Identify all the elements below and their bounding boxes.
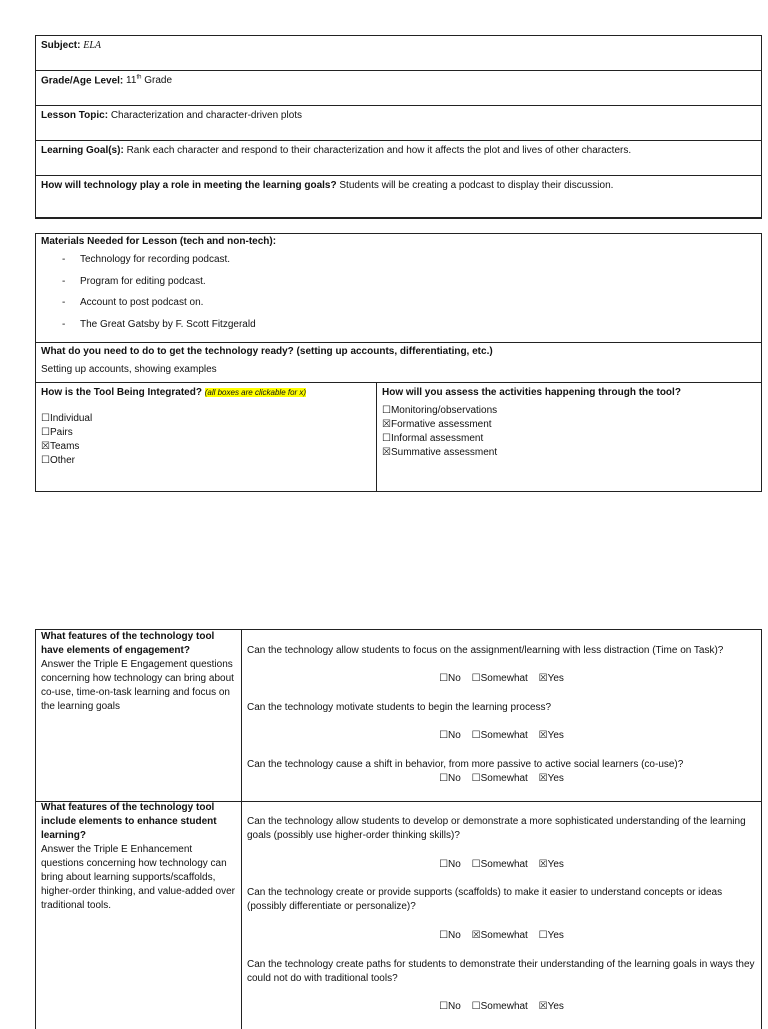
checkbox-checked-icon[interactable]: ☒ <box>41 441 50 452</box>
assessment-cell <box>377 383 761 491</box>
enhancement-question-2: Can the technology create or provide supports (scaffolds) to make it easier to understand concepts or ideas (possibly differentiate or personalize)? <box>247 887 723 912</box>
answer-somewhat[interactable]: ☐Somewhat <box>471 859 528 870</box>
tech-role-row <box>36 176 761 218</box>
checkbox-icon[interactable]: ☐ <box>41 427 50 438</box>
integration-option-teams[interactable]: ☒Teams <box>41 441 80 452</box>
answer-yes[interactable]: ☒Yes <box>538 730 564 741</box>
answer-no[interactable]: ☐No <box>439 1001 461 1012</box>
engagement-questions-cell <box>242 630 761 801</box>
grade-row <box>36 71 761 106</box>
tech-ready-value[interactable]: Setting up accounts, showing examples <box>41 364 217 375</box>
assessment-label: How will you assess the activities happening through the tool? <box>382 387 681 398</box>
integration-note: (all boxes are clickable for x) <box>204 388 307 397</box>
list-item: - The Great Gatsby by F. Scott Fitzgerald <box>62 318 256 330</box>
answer-somewhat[interactable]: ☐Somewhat <box>471 730 528 741</box>
assessment-option-monitoring[interactable]: ☐Monitoring/observations <box>382 405 498 416</box>
engagement-question-2: Can the technology motivate students to begin the learning process? <box>247 702 552 713</box>
enhancement-prompt-cell <box>36 801 242 1029</box>
tech-ready-label: What do you need to do to get the technology ready? (setting up accounts, differentiating, etc.) <box>41 346 493 357</box>
engagement-section <box>36 630 761 802</box>
answer-somewhat[interactable]: ☐Somewhat <box>471 773 528 784</box>
assessment-option-informal[interactable]: ☐Informal assessment <box>382 433 484 444</box>
answer-no[interactable]: ☐No <box>439 859 461 870</box>
answer-somewhat[interactable]: ☒Somewhat <box>471 930 528 941</box>
goals-value[interactable]: Rank each character and respond to their characterization and how it affects the plot and lives of other characters. <box>126 145 632 156</box>
engagement-question-3: Can the technology cause a shift in behavior, from more passive to active social learners (co-use)? <box>247 759 684 770</box>
enhancement-question-3: Can the technology create paths for students to demonstrate their understanding of the learning goals in ways they could not do with traditional tools? <box>247 959 755 984</box>
assessment-option-formative[interactable]: ☒Formative assessment <box>382 419 492 430</box>
subject-label: Subject: <box>41 40 81 51</box>
lesson-info-table <box>35 35 762 219</box>
grade-label: Grade/Age Level: <box>41 75 124 87</box>
goals-row <box>36 141 761 176</box>
engagement-desc: Answer the Triple E Engagement questions concerning how technology can bring about co-use, time-on-task learning and focus on the learning goals <box>41 659 234 712</box>
answer-yes[interactable]: ☒Yes <box>538 673 564 684</box>
goals-label: Learning Goal(s): <box>41 145 124 156</box>
engagement-answer-3 <box>242 772 761 786</box>
topic-value[interactable]: Characterization and character-driven plots <box>110 110 303 121</box>
answer-no[interactable]: ☐No <box>439 930 461 941</box>
tech-ready-row <box>36 343 761 383</box>
answer-yes[interactable]: ☒Yes <box>538 859 564 870</box>
engagement-prompt-cell <box>36 630 242 801</box>
integration-option-individual[interactable]: ☐Individual <box>41 413 93 424</box>
materials-list <box>41 249 756 335</box>
enhancement-title: What features of the technology tool include elements to enhance student learning? <box>41 802 217 841</box>
checkbox-checked-icon[interactable]: ☒ <box>382 447 391 458</box>
answer-yes[interactable]: ☒Yes <box>538 1001 564 1012</box>
enhancement-questions-cell <box>242 801 761 1029</box>
answer-yes[interactable]: ☐Yes <box>538 930 564 941</box>
topic-label: Lesson Topic: <box>41 110 109 121</box>
list-item: - Technology for recording podcast. <box>62 254 231 265</box>
enhancement-question-1: Can the technology allow students to develop or demonstrate a more sophisticated understanding of the learning goals (possibly use higher-order thinking skills)? <box>247 816 746 841</box>
grade-value[interactable]: 11th Grade <box>126 75 173 87</box>
assessment-option-summative[interactable]: ☒Summative assessment <box>382 447 498 458</box>
answer-somewhat[interactable]: ☐Somewhat <box>471 673 528 684</box>
checkbox-icon[interactable]: ☐ <box>382 405 391 416</box>
tech-role-value[interactable]: Students will be creating a podcast to display their discussion. <box>339 180 614 191</box>
answer-no[interactable]: ☐No <box>439 673 461 684</box>
subject-row <box>36 36 761 71</box>
engagement-answer-1 <box>242 672 761 686</box>
engagement-title: What features of the technology tool have elements of engagement? <box>41 631 215 656</box>
enhancement-answer-3 <box>242 1000 761 1014</box>
materials-row <box>36 234 761 343</box>
enhancement-answer-1 <box>242 858 761 872</box>
materials-table <box>35 233 762 492</box>
list-item: - Account to post podcast on. <box>62 297 204 308</box>
integration-cell <box>36 383 377 491</box>
engagement-answer-2 <box>242 729 761 743</box>
materials-label: Materials Needed for Lesson (tech and non-tech): <box>41 236 277 247</box>
integration-label: How is the Tool Being Integrated? <box>41 387 202 398</box>
list-item: - Program for editing podcast. <box>62 275 206 287</box>
integration-assessment-row <box>36 383 761 491</box>
checkbox-icon[interactable]: ☐ <box>382 433 391 444</box>
enhancement-answer-2 <box>242 929 761 943</box>
enhancement-section <box>36 801 761 1029</box>
checkbox-checked-icon[interactable]: ☒ <box>382 419 391 430</box>
tech-role-label: How will technology play a role in meeting the learning goals? <box>41 180 337 191</box>
answer-yes[interactable]: ☒Yes <box>538 773 564 784</box>
subject-value[interactable]: ELA <box>83 40 102 51</box>
answer-no[interactable]: ☐No <box>439 730 461 741</box>
topic-row <box>36 106 761 141</box>
integration-option-pairs[interactable]: ☐Pairs <box>41 427 73 438</box>
triple-e-table <box>35 629 762 1029</box>
checkbox-icon[interactable]: ☐ <box>41 413 50 424</box>
answer-no[interactable]: ☐No <box>439 773 461 784</box>
checkbox-icon[interactable]: ☐ <box>41 455 50 466</box>
integration-option-other[interactable]: ☐Other <box>41 455 75 466</box>
answer-somewhat[interactable]: ☐Somewhat <box>471 1001 528 1012</box>
engagement-question-1: Can the technology allow students to focus on the assignment/learning with less distraction (Time on Task)? <box>247 645 724 656</box>
enhancement-desc: Answer the Triple E Enhancement questions concerning how technology can bring about learning supports/scaffolds, higher-order thinking, and value-added over traditional tools. <box>41 844 236 911</box>
